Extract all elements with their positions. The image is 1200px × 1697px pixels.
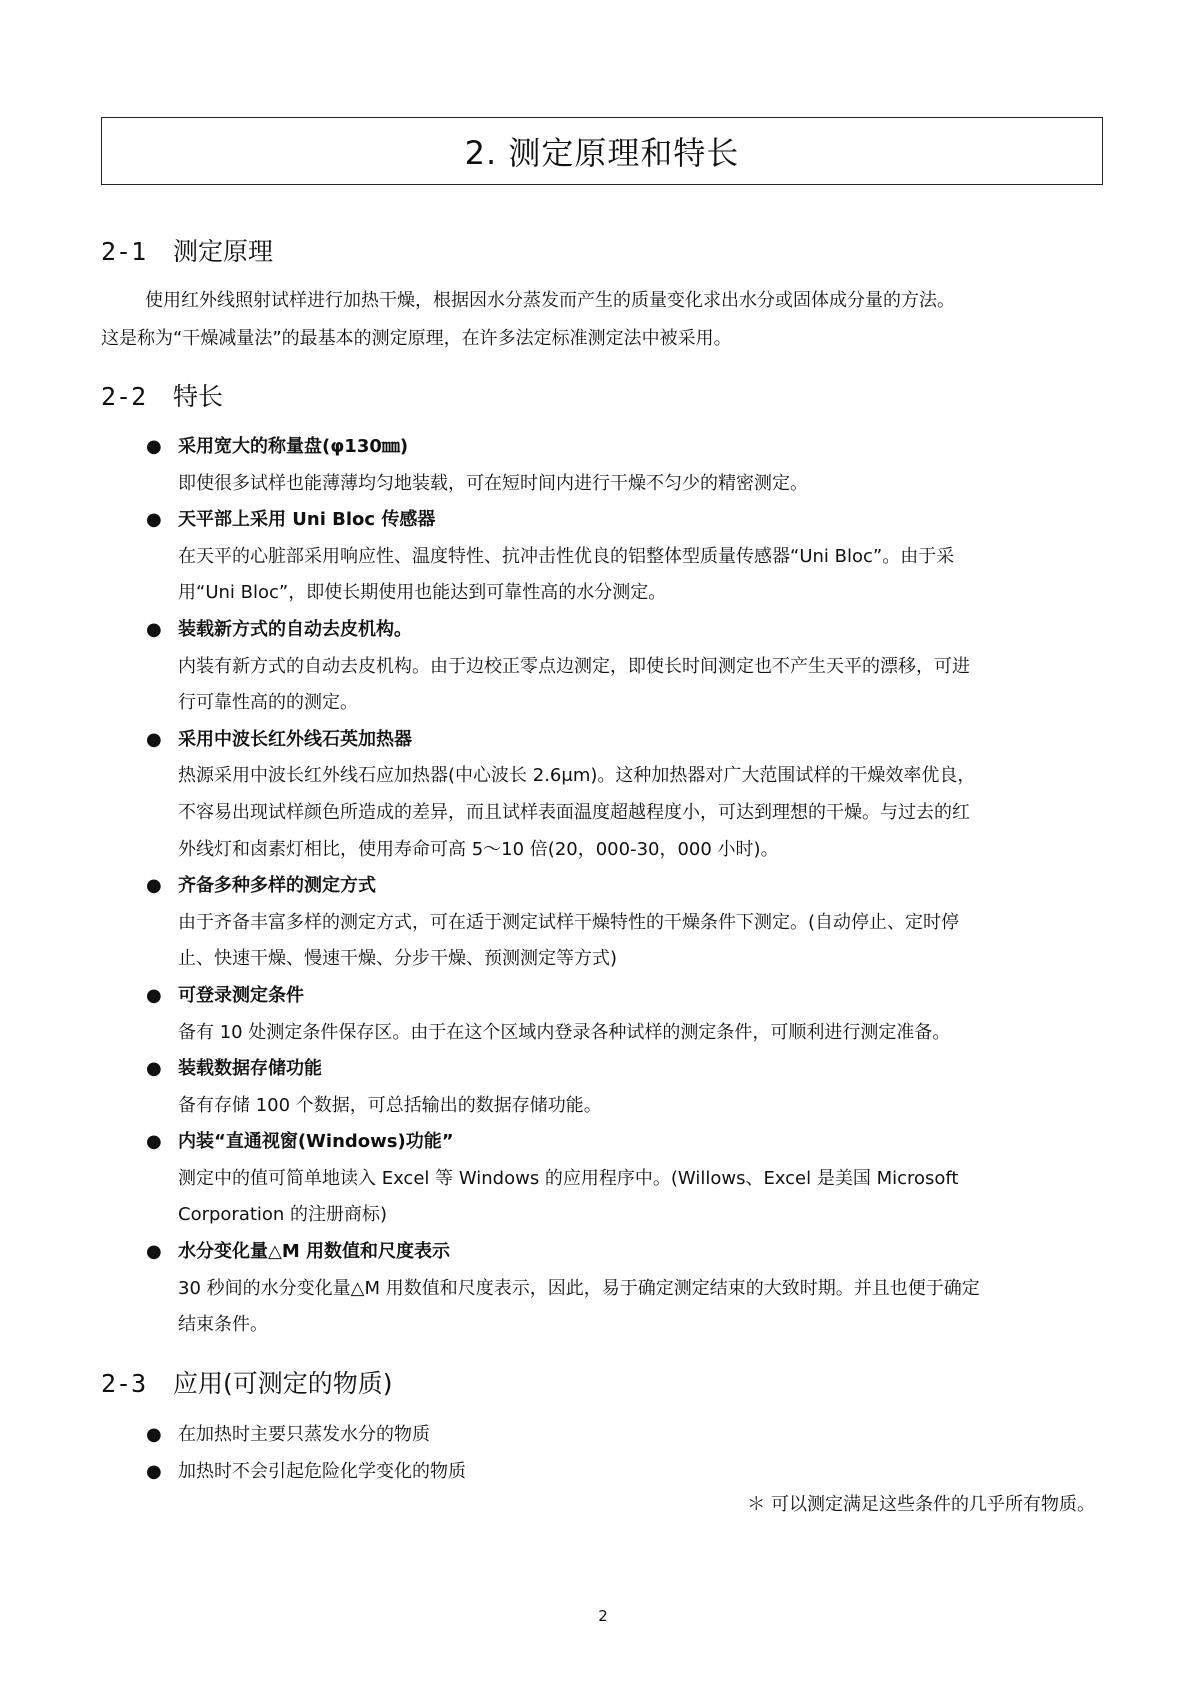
feature-description-line: Corporation 的注册商标) [178,1204,388,1226]
feature-description-line: 备有存储 100 个数据，可总括输出的数据存储功能。 [178,1094,602,1116]
list-item [146,1453,1106,1490]
feature-title-text: 装载新方式的自动去皮机构。 [178,618,412,640]
feature-title [146,502,1106,539]
paragraph-line: 这是称为“干燥减量法”的最基本的测定原理，在许多法定标准测定法中被采用。 [101,328,732,349]
feature-description-line: 结束条件。 [178,1314,268,1336]
application-list [146,1416,1106,1490]
bullet-icon: ● [146,984,162,1006]
section-heading-2-2 [101,377,223,413]
paragraph-line: 使用红外线照射试样进行加热干燥，根据因水分蒸发而产生的质量变化求出水分或固体成分量的方法。 [145,290,955,311]
feature-title-text: 可登录测定条件 [178,984,304,1006]
list-item-text: 加热时不会引起危险化学变化的物质 [178,1461,466,1482]
bullet-icon: ● [146,1461,162,1482]
bullet-icon: ● [146,618,162,640]
feature-title [146,978,1106,1015]
feature-description-line: 测定中的值可简单地读入 Excel 等 Windows 的应用程序中。(Willows、Excel 是美国 Microsoft [178,1167,959,1189]
feature-description-line: 即使很多试样也能薄薄均匀地装载，可在短时间内进行干燥不匀少的精密测定。 [178,472,808,494]
feature-title-text: 天平部上采用 Uni Bloc 传感器 [178,509,436,531]
feature-title [146,1124,1106,1161]
feature-description-line: 行可靠性高的的测定。 [178,692,358,714]
feature-title-text: 采用中波长红外线石英加热器 [178,728,412,750]
feature-title [146,1234,1106,1271]
feature-title-text: 齐备多种多样的测定方式 [178,875,376,897]
section-heading-2-1 [101,232,273,268]
feature-description-line: 热源采用中波长红外线石应加热器(中心波长 2.6μm)。这种加热器对广大范围试样的干燥效率优良， [178,765,976,787]
bullet-icon: ● [146,875,162,897]
footnote: ＊ 可以测定满足这些条件的几乎所有物质。 [747,1494,1095,1515]
bullet-icon: ● [146,1131,162,1153]
section-number: 2-3 [101,1369,147,1398]
page-number: 2 [598,1607,608,1625]
feature-title-text: 装载数据存储功能 [178,1058,322,1080]
chapter-title: 2. 测定原理和特长 [101,117,1103,185]
section-title: 特长 [173,382,224,411]
feature-list [146,429,1106,1344]
section-number: 2-2 [101,382,147,411]
feature-description-line: 不容易出现试样颜色所造成的差异，而且试样表面温度超越程度小，可达到理想的干燥。与过去的红 [178,801,970,823]
bullet-icon: ● [146,728,162,750]
feature-description-line: 外线灯和卤素灯相比，使用寿命可高 5～10 倍(20，000-30，000 小时)。 [178,838,779,860]
section-title: 应用(可测定的物质) [173,1369,393,1398]
feature-title [146,722,1106,759]
bullet-icon: ● [146,1424,162,1445]
feature-description-line: 在天平的心脏部采用响应性、温度特性、抗冲击性优良的铝整体型质量传感器“Uni Bloc”。由于采 [178,545,955,567]
section-number: 2-1 [101,237,147,266]
bullet-icon: ● [146,436,162,457]
feature-description-line: 30 秒间的水分变化量△M 用数值和尺度表示，因此，易于确定测定结束的大致时期。并且也便于确定 [178,1277,980,1299]
feature-title-text: 水分变化量△M 用数值和尺度表示 [178,1241,451,1263]
feature-title [146,1051,1106,1088]
list-item-text: 在加热时主要只蒸发水分的物质 [178,1424,430,1445]
feature-title-text: 采用宽大的称量盘(φ130㎜) [178,436,409,457]
bullet-icon: ● [146,509,162,531]
bullet-icon: ● [146,1058,162,1080]
feature-title [146,429,1106,466]
feature-title [146,612,1106,649]
feature-title-text: 内装“直通视窗(Windows)功能” [178,1131,454,1153]
section-heading-2-3 [101,1364,393,1400]
feature-description-line: 由于齐备丰富多样的测定方式，可在适于测定试样干燥特性的干燥条件下测定。(自动停止、定时停 [178,911,960,933]
principle-paragraph [101,282,1101,358]
feature-description-line: 内装有新方式的自动去皮机构。由于边校正零点边测定，即使长时间测定也不产生天平的漂移，可进 [178,655,970,677]
section-title: 测定原理 [173,237,274,266]
feature-description-line: 用“Uni Bloc”，即使长期使用也能达到可靠性高的水分测定。 [178,582,667,604]
feature-description-line: 备有 10 处测定条件保存区。由于在这个区域内登录各种试样的测定条件，可顺利进行测定准备。 [178,1021,951,1043]
feature-description-line: 止、快速干燥、慢速干燥、分步干燥、预测测定等方式) [178,948,618,970]
list-item [146,1416,1106,1453]
bullet-icon: ● [146,1241,162,1263]
feature-title [146,868,1106,905]
